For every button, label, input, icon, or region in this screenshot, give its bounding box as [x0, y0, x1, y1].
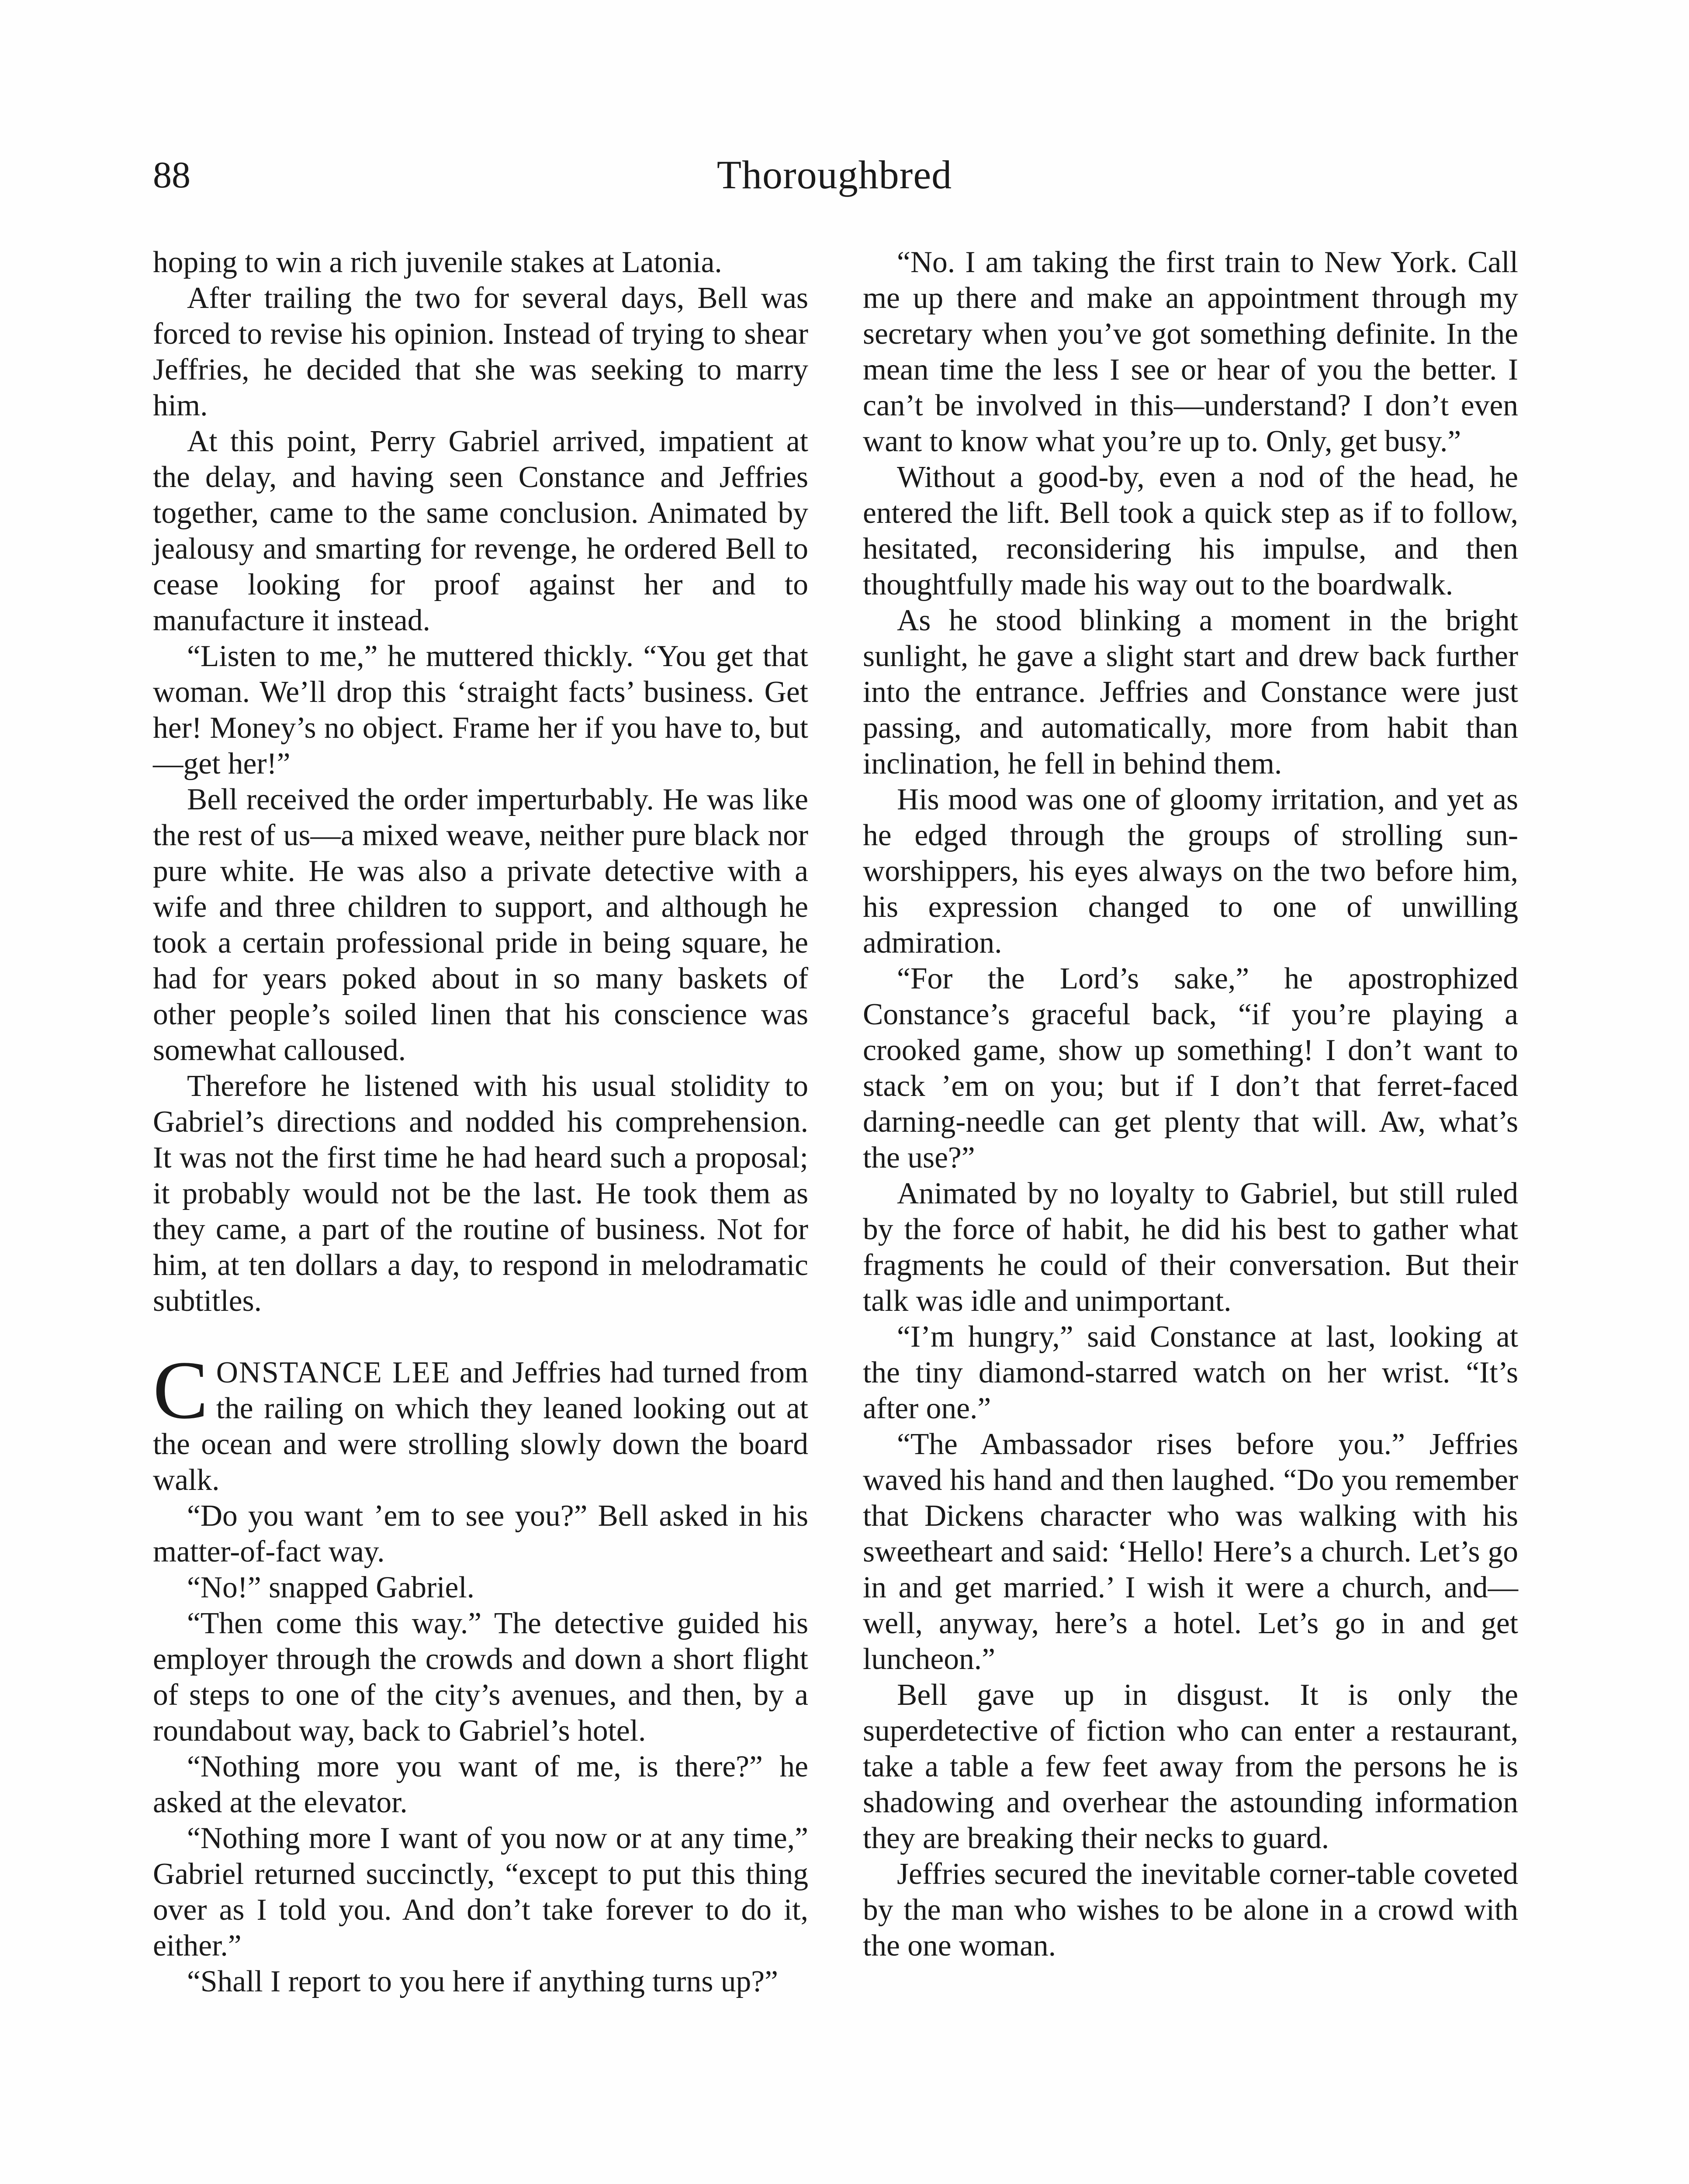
left-column [153, 245, 808, 2000]
paragraph: “Nothing more I want of you now or at any time,” Gabriel returned succinctly, “except to put this thing over as I told you. And don’t take forever to do it, either.” [153, 1821, 808, 1963]
small-caps-lead: ONSTANCE LEE [216, 1356, 451, 1389]
paragraph: Animated by no loyalty to Gabriel, but still ruled by the force of habit, he did his best to gather what fragments he could of their conversation. But their talk was idle and unimportant. [863, 1177, 1518, 1318]
section-opening-paragraph [153, 1344, 808, 1498]
page-number: 88 [153, 154, 190, 196]
paragraph: Bell received the order imperturbably. He was like the rest of us—a mixed weave, neither pure black nor pure white. He was also a private detective with a wife and three children to support, and although he took a certain professional pride in being square, he had for years poked about in so many baskets of other people’s soiled linen that his conscience was somewhat calloused. [153, 783, 808, 1067]
paragraph: Therefore he listened with his usual stolidity to Gabriel’s directions and nodded his comprehension. It was not the first time he had heard such a proposal; it probably would not be the last. He took them as they came, a part of the routine of business. Not for him, at ten dollars a day, to respond in melodramatic subtitles. [153, 1069, 808, 1318]
paragraph: “Nothing more you want of me, is there?” he asked at the elevator. [153, 1750, 808, 1819]
paragraph: His mood was one of gloomy irritation, and yet as he edged through the groups of strolling sun-worshippers, his eyes always on the two before him, his expression changed to one of unwilling admiration. [863, 783, 1518, 960]
paragraph: “No. I am taking the first train to New York. Call me up there and make an appointment through my secretary when you’ve got something definite. In the mean time the less I see or hear of you the better. I can’t be involved in this—understand? I don’t even want to know what you’re up to. Only, get busy.” [863, 245, 1518, 458]
paragraph: hoping to win a rich juvenile stakes at Latonia. [153, 245, 722, 279]
drop-cap: C [153, 1344, 208, 1436]
paragraph: “For the Lord’s sake,” he apostrophized Constance’s graceful back, “if you’re playing a crooked game, show up something! I don’t want to stack ’em on you; but if I don’t that ferret-faced darning-needle can get plenty that will. Aw, what’s the use?” [863, 962, 1518, 1175]
paragraph: “Listen to me,” he muttered thickly. “You get that woman. We’ll drop this ‘straight facts’ business. Get her! Money’s no object. Frame her if you have to, but—get her!” [153, 639, 808, 781]
paragraph: “Then come this way.” The detective guided his employer through the crowds and down a short flight of steps to one of the city’s avenues, and then, by a roundabout way, back to Gabriel’s hotel. [153, 1607, 808, 1748]
paragraph: “Shall I report to you here if anything turns up?” [187, 1965, 778, 1998]
section-opening-text: and Jeffries had turned from the railing on which they leaned looking out at the ocean and were strolling slowly down the board walk. [153, 1356, 808, 1497]
paragraph: “I’m hungry,” said Constance at last, looking at the tiny diamond-starred watch on her wrist. “It’s after one.” [863, 1320, 1518, 1425]
paragraph: “No!” snapped Gabriel. [187, 1571, 475, 1604]
running-title: Thoroughbred [716, 152, 952, 197]
paragraph: “Do you want ’em to see you?” Bell asked in his matter-of-fact way. [153, 1499, 808, 1569]
paragraph: At this point, Perry Gabriel arrived, impatient at the delay, and having seen Constance and Jeffries together, came to the same conclusion. Animated by jealousy and smarting for revenge, he ordered Bell to cease looking for proof against her and to manufacture it instead. [153, 425, 808, 637]
paragraph: Bell gave up in disgust. It is only the superdetective of fiction who can enter a restaurant, take a table a few feet away from the persons he is shadowing and overhear the astounding information they are breaking their necks to guard. [863, 1678, 1518, 1855]
paragraph: Without a good-by, even a nod of the head, he entered the lift. Bell took a quick step as if to follow, hesitated, reconsidering his impulse, and then thoughtfully made his way out to the boardwalk. [863, 460, 1518, 601]
paragraph: After trailing the two for several days, Bell was forced to revise his opinion. Instead of trying to shear Jeffries, he decided that she was seeking to marry him. [153, 281, 808, 422]
right-column [863, 245, 1518, 1964]
paragraph: “The Ambassador rises before you.” Jeffries waved his hand and then laughed. “Do you remember that Dickens character who was walking with his sweetheart and said: ‘Hello! Here’s a church. Let’s go in and get married.’ I wish it were a church, and—well, anyway, here’s a hotel. Let’s go in and get luncheon.” [863, 1427, 1518, 1676]
paragraph: As he stood blinking a moment in the bright sunlight, he gave a slight start and drew back further into the entrance. Jeffries and Constance were just passing, and automatically, more from habit than inclination, he fell in behind them. [863, 604, 1518, 781]
paragraph: Jeffries secured the inevitable corner-table coveted by the man who wishes to be alone in a crowd with the one woman. [863, 1857, 1518, 1963]
running-head [153, 151, 1516, 207]
